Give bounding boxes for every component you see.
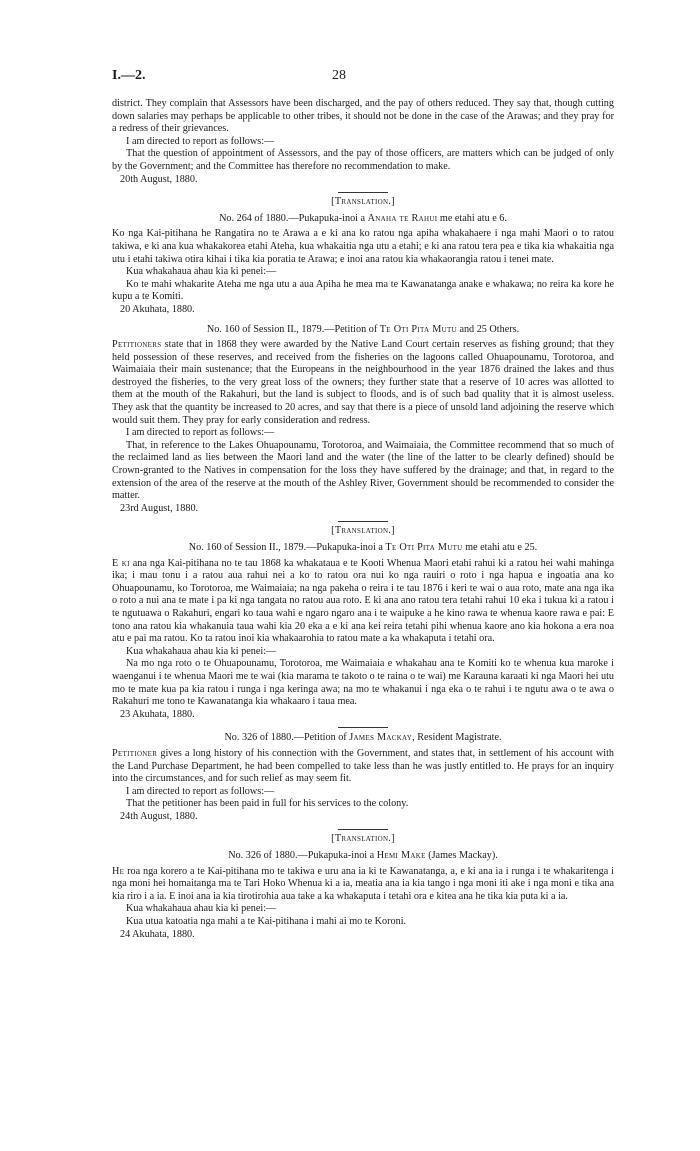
heading-prefix: No. 160 of Session II., 1879.—Pukapuka-inoi a — [188, 542, 386, 553]
report-date: 23rd August, 1880. — [120, 502, 199, 514]
heading-prefix: No. 326 of 1880.—Petition of — [224, 732, 350, 744]
lead-word: He — [112, 865, 125, 877]
directed-line: I am directed to report as follows:— — [126, 427, 275, 439]
heading-suffix: me etahi atu e 25. — [462, 542, 538, 553]
report-text: Kua utua katoatia nga mahi a te Kai-pitihana i mahi ai mo te Koroni. — [126, 916, 407, 928]
lead-word: E ki — [112, 557, 130, 569]
petition-body-text: state that in 1868 they were awarded by the Native Land Court certain reserves as fishing ground; that they held possession of these reserves, and received from the fisheries on the lagoons called Ohuapounamu, Torotoroa, and Waimaiaia their main sustenance; that the Europeans in the neighbourhood in the year 1876 drained the lakes and thus destroyed the fisheries, to the very great loss of the owners; they further state that a reserve of 10 acres was allotted to them at the mouth of the Rakahuri, but the land is subject to floods, and is of such bad quality that it is almost useless. They ask that the quantity be increased to 20 acres, and say that there is a piece of unsold land adjoining the reserve which would suit them. They pray for early consideration and redress. — [112, 339, 614, 426]
page-number: 28 — [332, 68, 346, 83]
heading-suffix: and 25 Others. — [456, 323, 520, 335]
directed-line: Kua whakahaua ahau kia ki penei:— — [126, 903, 277, 915]
petition-body-text: gives a long history of his connection with the Government, and states that, in settlement of his account with the Land Purchase Department, he had been compelled to take less than he was justly entitled to. He prays for an inquiry into the circumstances, and for such relief as may seem fit. — [112, 747, 614, 785]
heading-suffix: , Resident Magistrate. — [412, 732, 502, 744]
petitioner-name: James Mackay — [349, 732, 413, 744]
petition-body-text: roa nga korero a te Kai-pitihana mo te takiwa e uru ana ia ki te Kawanatanga, a, e ki ana ia i runga i te whakaritenga i nga moni hei homaitanga ma te Tari Hoko Whenua ki a ia, meatia ana ia kia tango i nga moni iti ake i nga moni e tika ana kia riro i a ia. E inoi ana ia kia tirotirohia aua take a ka whakaputa i tetahi ora e kitea ana he tika kia puta ki a ia. — [112, 865, 614, 902]
petition-body — [112, 339, 614, 427]
intro-report: That the question of appointment of Assessors, and the pay of those officers, are matters which can be judged of only by the Government; and the Committee has therefore no recommendation to make. — [112, 148, 614, 172]
intro-paragraph: district. They complain that Assessors have been discharged, and the pay of others reduced. They say that, though cutting down salaries may perhaps be applicable to other tribes, it should not be done in the case of the Arawas; and they pray for a redress of their grievances. — [112, 98, 614, 135]
petition-heading — [112, 324, 614, 337]
translation-label: [Translation.] — [331, 525, 395, 537]
page-header — [112, 70, 614, 86]
heading-prefix: No. 326 of 1880.—Pukapuka-inoi a — [228, 850, 377, 862]
petitioner-name: Te Oti Pita Mutu — [385, 542, 463, 553]
report-date: 24th August, 1880. — [120, 810, 198, 822]
directed-line: Kua whakahaua ahau kia ki penei:— — [126, 645, 277, 657]
report-date: 24 Akuhata, 1880. — [120, 928, 195, 940]
petitioner-name: Te Oti Pita Mutu — [379, 323, 457, 335]
report-date: 23 Akuhata, 1880. — [120, 708, 195, 720]
directed-line: I am directed to report as follows:— — [126, 785, 275, 797]
petition-heading — [112, 850, 614, 863]
report-text: That, in reference to the Lakes Ohuapounamu, Torotoroa, and Waimaiaia, the Committee recommend that so much of the reclaimed land as lies between the Maori land and the water (the line of the latter to be clearly defined) should be Crown-granted to the Natives in compensation for the loss they have suffered by the drainage; and that, in regard to the extension of the area of the reserve at the mouth of the Ashley River, Government should be recommended to consider the matter. — [112, 439, 614, 502]
section-divider — [338, 727, 388, 728]
petitioner-name: Hemi Make — [376, 850, 426, 862]
section-divider — [338, 192, 388, 193]
section-divider — [338, 521, 388, 522]
intro-directed: I am directed to report as follows:— — [126, 135, 275, 147]
lead-word: Petitioner — [112, 747, 158, 759]
heading-prefix: No. 264 of 1880.—Pukapuka-inoi a — [219, 212, 368, 224]
report-date: 20 Akuhata, 1880. — [120, 303, 195, 315]
petition-body-text: ana nga Kai-pitihana no te tau 1868 ka whakataua e te Kooti Whenua Maori etahi rahui ki a ratou hei wahi mahinga ika; i mau tonu i a ratou aua rahui nei a ko to ratou ora nui ko nga rauiri o roto i nga hapua e ingoatia ana ko Ohuapounamu, ko Torotoroa, me Waimaiaia; na nga pakeha o reira i te tau 1876 i keri te wai o aua roto, mate ana nga ika o roto a nui ana te mate i pa ki nga tangata no ratou aua roto. E ki ana ano ratou tera tetahi rahui 10 eka i tukua ki a ratou i te ngutuawa o Rakahuri, engari ko taua wahi e ngaro ngaro ana i te waipuke a he kino rawa te whenua kaore rawa e pai: E tono ana ratou kia whakanuia taua wahi kia 20 eka a e ki ana kei reira tetahi pihi whenua kaore ano kia hokona a era noa atu e pai ma ratou. Ko ta ratou inoi kia whakaarohia to ratou mate a ka whakaputa i tetahi ora. — [112, 557, 614, 645]
section-divider — [338, 829, 388, 830]
intro-date: 20th August, 1880. — [120, 173, 198, 185]
petition-heading — [112, 213, 614, 226]
heading-prefix: No. 160 of Session II., 1879.—Petition of — [206, 323, 380, 335]
petition-body — [112, 558, 614, 646]
heading-suffix: me etahi atu e 6. — [437, 212, 507, 224]
heading-suffix: (James Mackay). — [425, 850, 498, 862]
document-reference: I.—2. — [112, 68, 146, 83]
report-text: That the petitioner has been paid in full for his services to the colony. — [126, 798, 409, 810]
petition-heading — [112, 542, 614, 555]
petitioner-name: Anaha te Rahui — [367, 212, 438, 224]
report-text: Ko te mahi whakarite Ateha me nga utu a aua Apiha he mea ma te Kawanatanga anake e whakawa; no reira ka kore he kupu a te Komiti. — [112, 278, 614, 303]
report-text: Na mo nga roto o te Ohuapounamu, Torotoroa, me Waimaiaia e whakahau ana te Komiti ko te whenua kua maroke i waenganui i te whenua Maori me te wai (kia marama te takoto o te raina o te wai) me Karauna karaati ki nga Maori hei utu mo te mate kua pa kia ratou i runga i nga keringa awa; na mo te whakanui i nga eka o te rahui i te ngutu awa o te awa o Rakahuri me tono te Kawanatanga kia whakaaro i taua mea. — [112, 658, 614, 708]
petition-heading — [112, 732, 614, 745]
petition-body — [112, 866, 614, 904]
translation-label: [Translation.] — [331, 196, 395, 208]
directed-line: Kua whakahaua ahau kia ki penei:— — [126, 266, 277, 278]
lead-word: Petitioners — [112, 339, 162, 351]
translation-label: [Translation.] — [331, 833, 395, 845]
petition-body: Ko nga Kai-pitihana he Rangatira no te Arawa a e ki ana ko ratou nga apiha whakahaere i nga mahi Maori o to ratou takiwa, e ki ana kua whakakorea etahi Ateha, kua whakaitia nga utu a etahi; e ki ana ratou tera pea e tika kia whakaitia nga utu i etahi takiwa otira kihai i tika kia poratia te Arawa; e inoi ana ratou kia whakaorangia ratou i tenei mate. — [112, 228, 614, 265]
petition-body — [112, 748, 614, 786]
